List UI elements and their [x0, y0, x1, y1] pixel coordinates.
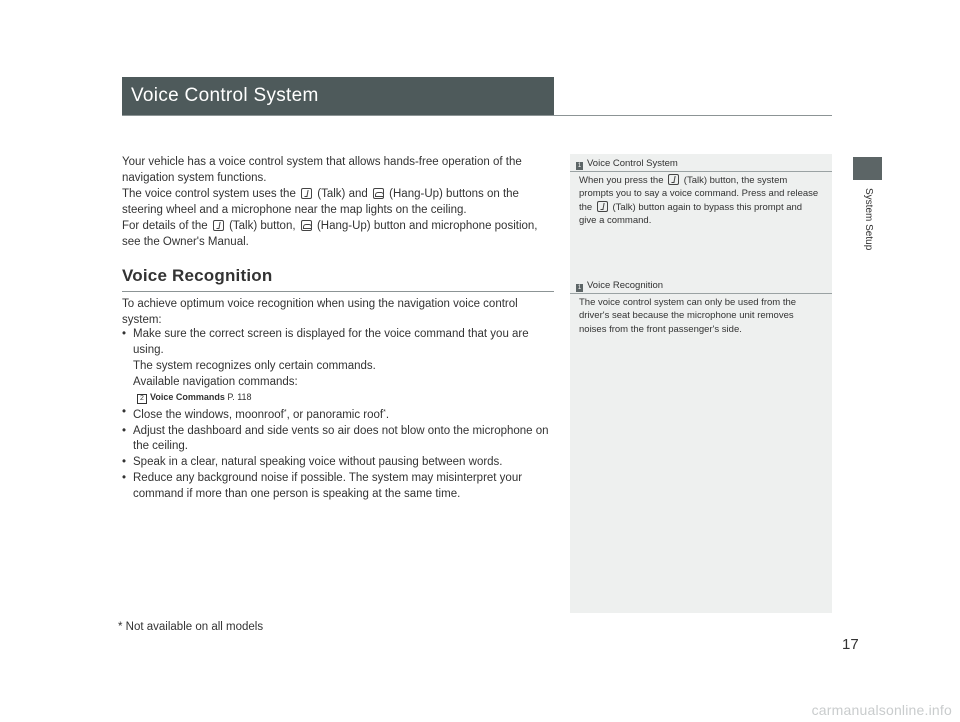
list-item [122, 471, 557, 503]
talk-button-icon [213, 220, 224, 231]
bullet-sub-text: The system recognizes only certain commands. [133, 359, 376, 372]
note-number-icon: 1 [577, 163, 582, 169]
bullet-sub-text: Available navigation commands: [133, 375, 298, 388]
note-header-voice-control [570, 155, 832, 172]
bullet-text [133, 405, 557, 424]
list-item [122, 424, 557, 456]
note-title: Voice Recognition [587, 280, 664, 291]
watermark: carmanualsonline.info [811, 702, 952, 718]
bullet-mark: • [122, 424, 127, 437]
intro-paragraph [122, 155, 557, 250]
bullet-mark: • [122, 456, 127, 469]
list-item [122, 405, 557, 424]
intro-line-2c: (Hang-Up) buttons on the steering wheel and a microphone near the map lights on the ceiling. [122, 187, 519, 216]
note-text-a: When you press the [579, 175, 664, 186]
talk-button-icon [668, 174, 679, 185]
page-number: 17 [842, 636, 859, 653]
bullet-text: Reduce any background noise if possible. The system may misinterpret your command if more than one person is speaking at the same time. [133, 472, 523, 501]
bullet-text: Adjust the dashboard and side vents so air does not blow onto the microphone on the ceiling. [133, 424, 549, 453]
bullet-mark: • [122, 472, 127, 485]
list-item [122, 455, 557, 471]
talk-button-icon [301, 188, 312, 199]
intro-line-2b: (Talk) and [317, 187, 368, 200]
xref-label: Voice Commands [150, 391, 225, 402]
asterisk-mark: * [283, 408, 287, 416]
intro-line-3a: For details of the [122, 219, 208, 232]
asterisk-mark: * [383, 408, 386, 416]
note-text-b: (Talk) button, the system prompts you to say a voice command. Press and release the [579, 175, 819, 213]
bullet-text: Speak in a clear, natural speaking voice without pausing between words. [133, 456, 503, 469]
note-body-voice-control [579, 174, 819, 227]
voice-recognition-intro: To achieve optimum voice recognition when using the navigation voice control system: [122, 298, 518, 326]
list-item [122, 327, 557, 359]
page-title: Voice Control System [122, 77, 554, 115]
intro-line-1: Your vehicle has a voice control system that allows hands-free operation of the navigation system functions. [122, 156, 522, 184]
bullet-text-b: , or panoramic roof [286, 408, 384, 421]
section-tab-label: System Setup [863, 188, 874, 251]
talk-button-icon [597, 201, 608, 212]
note-body-voice-recognition: The voice control system can only be used from the driver's seat because the microphone unit removes noises from the front passenger's side. [579, 297, 797, 335]
bullet-text-c: . [385, 408, 390, 421]
bullet-text: Make sure the correct screen is displayed for the voice command that you are using. [133, 328, 529, 356]
arrow-reference-icon: 2 [137, 394, 147, 404]
cross-reference-link[interactable] [122, 391, 557, 404]
hang-up-button-icon [373, 188, 384, 199]
voice-recognition-list [122, 327, 557, 503]
note-number-icon: 1 [577, 285, 582, 291]
intro-line-3c: (Hang-Up) button and microphone position, see the Owner's Manual. [122, 219, 538, 248]
footnote: * Not available on all models [118, 621, 264, 633]
bullet-mark: • [122, 405, 127, 418]
intro-line-3b: (Talk) button, [229, 219, 296, 232]
bullet-mark: • [122, 328, 127, 340]
section-tab-marker [853, 157, 882, 180]
xref-page: P. 118 [227, 391, 252, 402]
title-divider [122, 115, 832, 116]
intro-line-3 [122, 219, 557, 251]
section-divider [122, 291, 554, 292]
note-title: Voice Control System [587, 158, 678, 169]
bullet-text-a: Close the windows, moonroof [133, 408, 284, 421]
intro-line-2a: The voice control system uses the [122, 187, 296, 200]
intro-line-2 [122, 187, 557, 219]
hang-up-button-icon [301, 220, 312, 231]
section-heading-voice-recognition: Voice Recognition [122, 266, 273, 285]
note-header-voice-recognition [570, 277, 832, 294]
note-text-c: (Talk) button again to bypass this prompt and give a command. [579, 201, 803, 226]
